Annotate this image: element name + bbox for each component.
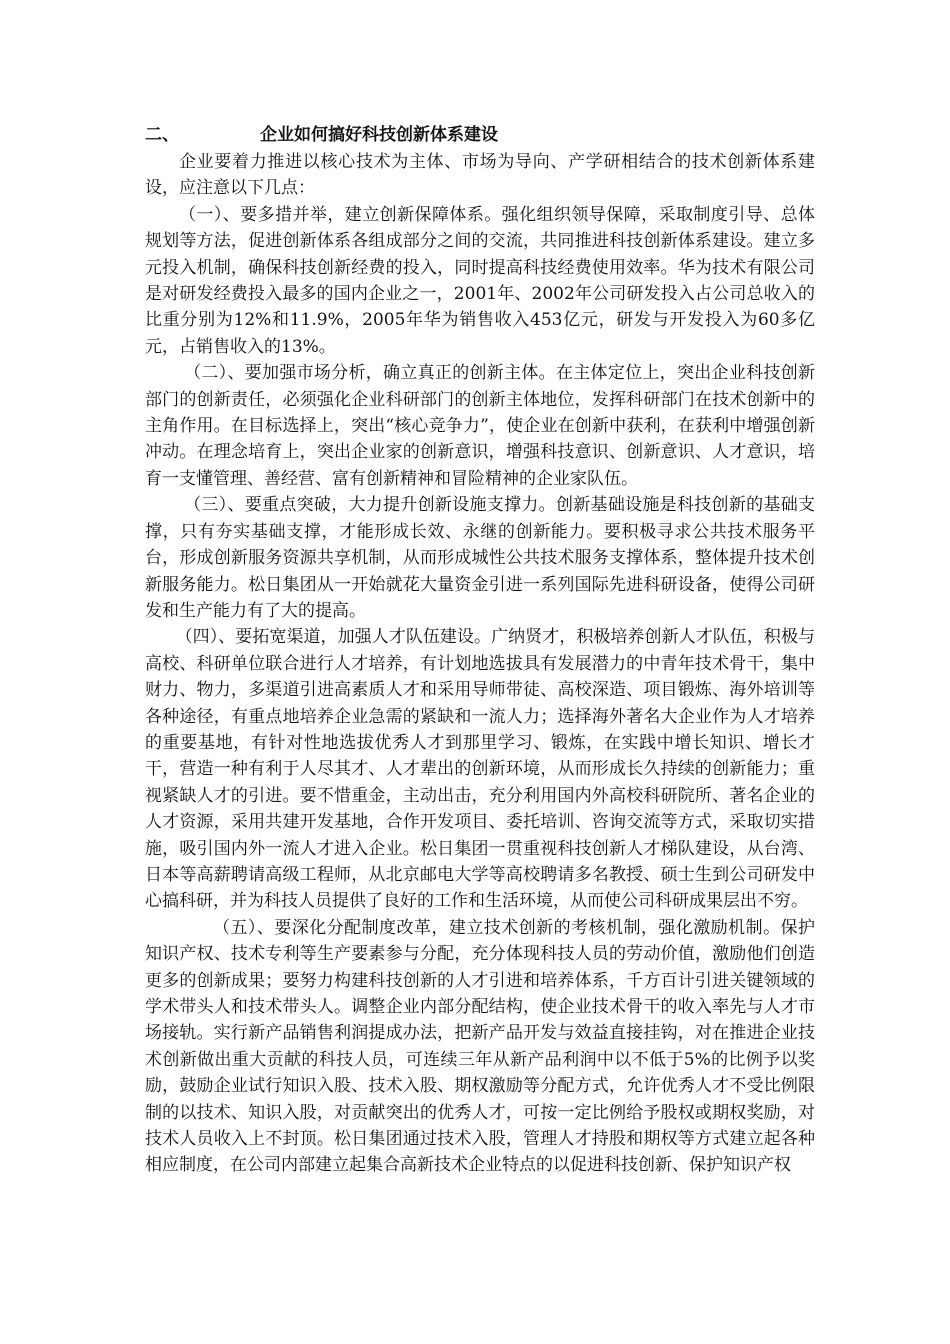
paragraph-4: （四）、要拓宽渠道，加强人才队伍建设。广纳贤才，积极培养创新人才队伍，积极与高校、科研单位联合进行人才培养，有计划地选拔具有发展潜力的中青年技术骨干，集中财力、物力，多渠道引进高素质人才和采用导师带徒、高校深造、项目锻炼、海外培训等各种途径，有重点地培养企业急需的紧缺和一流人力；选择海外著名大企业作为人才培养的重要基地，有针对性地选拔优秀人才到那里学习、锻炼，在实践中增长知识、增长才干，营造一种有利于人尽其才、人才辈出的创新环境，从而形成长久持续的创新能力；重视紧缺人才的引进。要不惜重金，主动出击，充分利用国内外高校科研院所、著名企业的人才资源，采用共建开发基地，合作开发项目、委托培训、咨询交流等方式，采取切实措施，吸引国内外一流人才进入企业。松日集团一贯重视科技创新人才梯队建设，从台湾、日本等高薪聘请高级工程师，从北京邮电大学等高校聘请多名教授、硕士生到公司研发中心搞科研，并为科技人员提供了良好的工作和生活环境，从而使公司科研成果层出不穷。 <box>145 627 815 912</box>
section-heading <box>145 121 815 149</box>
paragraph-2: （二）、要加强市场分析，确立真正的创新主体。在主体定位上，突出企业科技创新部门的创新责任，必须强化企业科研部门的创新主体地位，发挥科研部门在技术创新中的主角作用。在目标选择上，突出“核心竞争力”，使企业在创新中获利，在获利中增强创新冲动。在理念培育上，突出企业家的创新意识，增强科技意识、创新意识、人才意识，培育一支懂管理、善经营、富有创新精神和冒险精神的企业家队伍。 <box>145 363 815 489</box>
paragraph-5: （五）、要深化分配制度改革，建立技术创新的考核机制，强化激励机制。保护知识产权、技术专利等生产要素参与分配，充分体现科技人员的劳动价值，激励他们创造更多的创新成果；要努力构建科技创新的人才引进和培养体系，千方百计引进关键领域的学术带头人和技术带头人。调整企业内部分配结构，使企业技术骨干的收入率先与人才市场接轨。实行新产品销售利润提成办法，把新产品开发与效益直接挂钩，对在推进企业技术创新做出重大贡献的科技人员，可连续三年从新产品利润中以不低于5%的比例予以奖励，鼓励企业试行知识入股、技术入股、期权激励等分配方式，允许优秀人才不受比例限制的以技术、知识入股，对贡献突出的优秀人才，可按一定比例给予股权或期权奖励，对技术人员收入上不封顶。松日集团通过技术入股，管理人才持股和期权等方式建立起各种相应制度，在公司内部建立起集合高新技术企业特点的以促进科技创新、保护知识产权 <box>145 917 815 1176</box>
intro-paragraph: 企业要着力推进以核心技术为主体、市场为导向、产学研相结合的技术创新体系建设，应注意以下几点： <box>145 152 815 199</box>
section-title: 企业如何搞好科技创新体系建设 <box>260 125 498 145</box>
section-number: 二、 <box>145 125 179 145</box>
paragraph-3: （三）、要重点突破，大力提升创新设施支撑力。创新基础设施是科技创新的基础支撑，只有夯实基础支撑，才能形成长效、永继的创新能力。要积极寻求公共技术服务平台，形成创新服务资源共享机制，从而形成城性公共技术服务支撑体系，整体提升技术创新服务能力。松日集团从一开始就花大量资金引进一系列国际先进科研设备，使得公司研发和生产能力有了大的提高。 <box>145 495 815 621</box>
document-page <box>145 121 815 1179</box>
paragraph-1: （一）、要多措并举，建立创新保障体系。强化组织领导保障，采取制度引导、总体规划等方法，促进创新体系各组成部分之间的交流，共同推进科技创新体系建设。建立多元投入机制，确保科技创新经费的投入，同时提高科技经费使用效率。华为技术有限公司是对研发经费投入最多的国内企业之一，2001年、2002年公司研发投入占公司总收入的比重分别为12%和11.9%，2005年华为销售收入453亿元，研发与开发投入为60多亿元，占销售收入的13%。 <box>145 204 815 357</box>
